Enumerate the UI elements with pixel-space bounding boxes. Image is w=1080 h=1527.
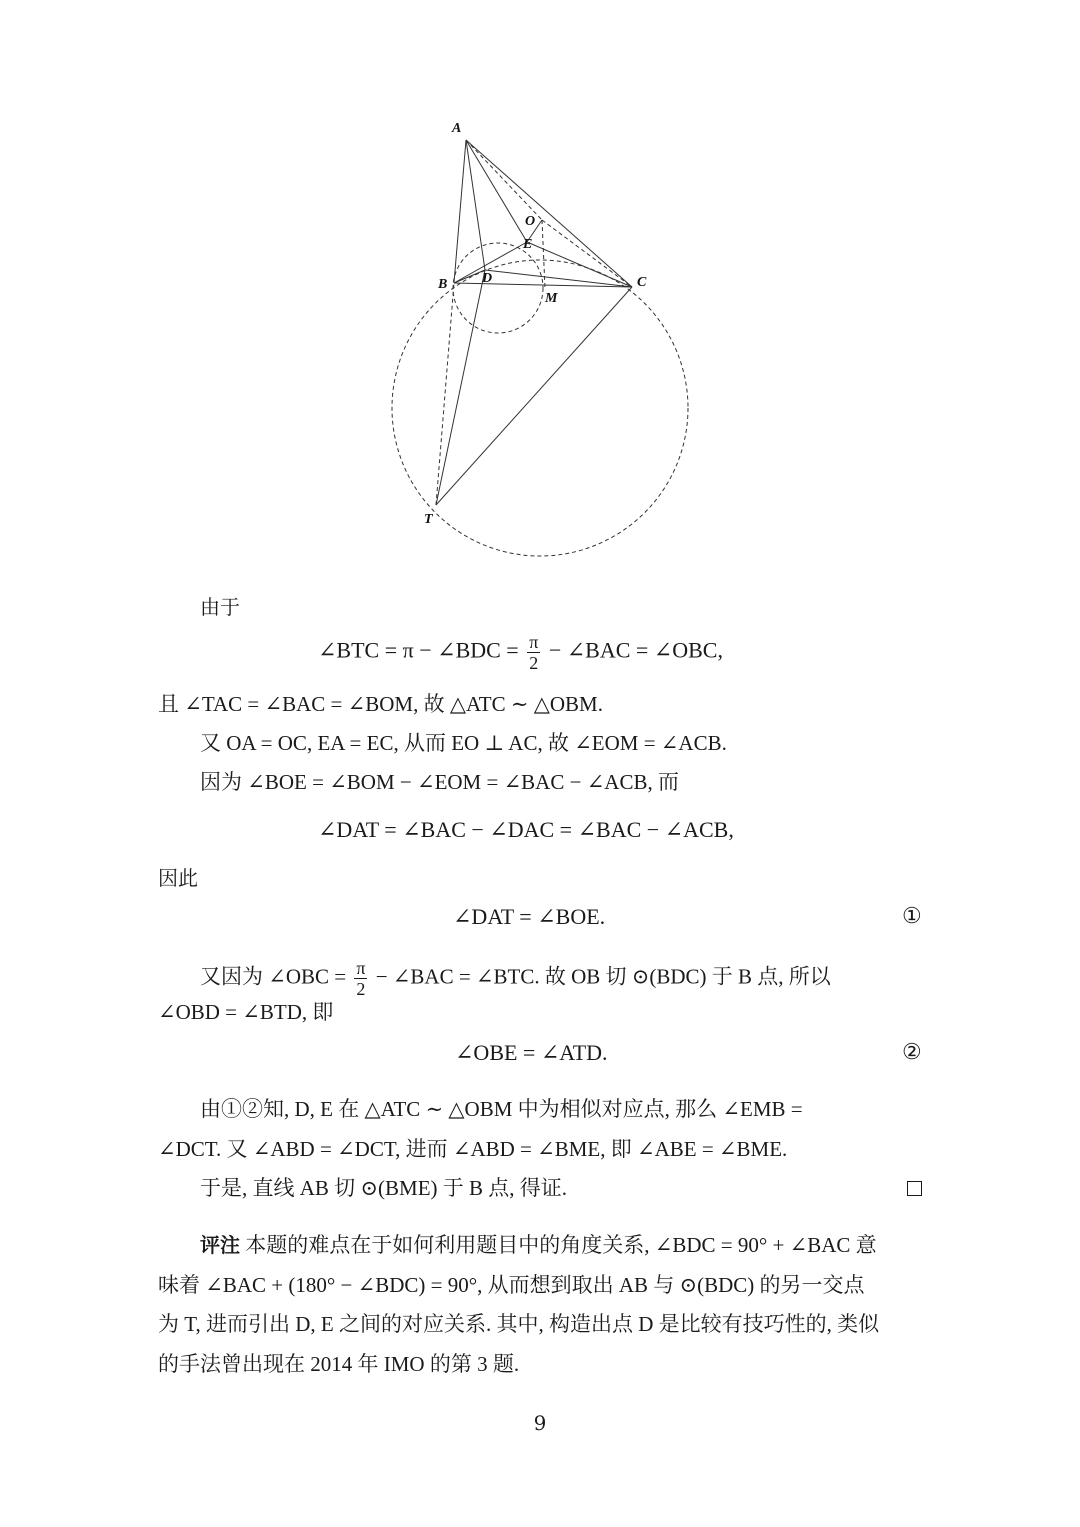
equation-1-right: − ∠BAC = ∠OBC, <box>543 637 723 663</box>
circle-bme <box>453 243 543 333</box>
label-c: C <box>637 275 647 290</box>
paragraph-intro: 由于 <box>200 595 240 619</box>
label-d: D <box>482 271 493 286</box>
segment-ab <box>454 140 466 283</box>
text-line-7: ∠OBD = ∠BTD, 即 <box>158 1000 334 1024</box>
equation-1-left: ∠BTC = π − ∠BDC = <box>318 637 525 663</box>
text-line-2: 且 ∠TAC = ∠BAC = ∠BOM, 故 △ATC ∼ △OBM. <box>158 692 603 716</box>
equation-3: ∠DAT = ∠BOE. <box>453 904 606 929</box>
segment-ao <box>466 140 542 220</box>
remark-line-4: 的手法曾出现在 2014 年 IMO 的第 3 题. <box>158 1352 520 1376</box>
remark-line-2: 味着 ∠BAC + (180° − ∠BDC) = 90°, 从而想到取出 AB 与 ⊙(BDC) 的另一交点 <box>158 1273 865 1297</box>
page-number: 9 <box>533 1411 547 1435</box>
label-b: B <box>438 277 448 292</box>
geometry-figure <box>380 110 700 560</box>
text-line-9: ∠DCT. 又 ∠ABD = ∠DCT, 进而 ∠ABD = ∠BME, 即 ∠ABE = ∠BME. <box>158 1137 788 1161</box>
remark-line-3: 为 T, 进而引出 D, E 之间的对应关系. 其中, 构造出点 D 是比较有技巧性的, 类似 <box>158 1312 880 1336</box>
segment-ad <box>466 140 485 270</box>
text-line-5: 因此 <box>158 866 198 890</box>
segment-oc <box>542 220 632 287</box>
segment-ac <box>466 140 632 287</box>
label-e: E <box>523 237 533 252</box>
remark-line-1: 评注 本题的难点在于如何利用题目中的角度关系, ∠BDC = 90° + ∠BAC 意 <box>200 1233 877 1257</box>
text-line-3: 又 OA = OC, EA = EC, 从而 EO ⊥ AC, 故 ∠EOM = ∠ACB. <box>200 731 727 755</box>
equation-tag-2: ② <box>902 1040 922 1065</box>
equation-tag-1: ① <box>902 904 922 929</box>
segment-om <box>542 220 545 288</box>
equation-1 <box>318 632 723 673</box>
label-a: A <box>452 121 462 136</box>
segment-bd <box>454 270 485 283</box>
remark-heading: 评注 <box>200 1233 240 1257</box>
fraction-pi-over-2: $\frac{\pi}{2}$ <box>529 632 539 673</box>
qed-box <box>907 1181 922 1196</box>
fraction-pi-over-2-inline: $\frac{\pi}{2}$ <box>356 958 366 999</box>
text-line-8: 由①②知, D, E 在 △ATC ∼ △OBM 中为相似对应点, 那么 ∠EMB = <box>200 1097 803 1121</box>
label-t: T <box>424 512 433 527</box>
segment-td <box>436 270 485 505</box>
equation-2: ∠DAT = ∠BAC − ∠DAC = ∠BAC − ∠ACB, <box>318 817 734 842</box>
label-m: M <box>545 291 558 306</box>
text-line-4: 因为 ∠BOE = ∠BOM − ∠EOM = ∠BAC − ∠ACB, 而 <box>200 770 679 794</box>
text-line-10: 于是, 直线 AB 切 ⊙(BME) 于 B 点, 得证. <box>200 1176 568 1200</box>
equation-4: ∠OBE = ∠ATD. <box>455 1040 608 1065</box>
label-o: O <box>525 214 536 229</box>
text-line-6: 又因为 ∠OBC = $\frac{\pi}{2}$ − ∠BAC = ∠BTC. 故 OB 切 ⊙(BDC) 于 B 点, 所以 <box>200 958 831 999</box>
segment-tb <box>436 283 454 505</box>
segment-ae <box>466 140 527 242</box>
